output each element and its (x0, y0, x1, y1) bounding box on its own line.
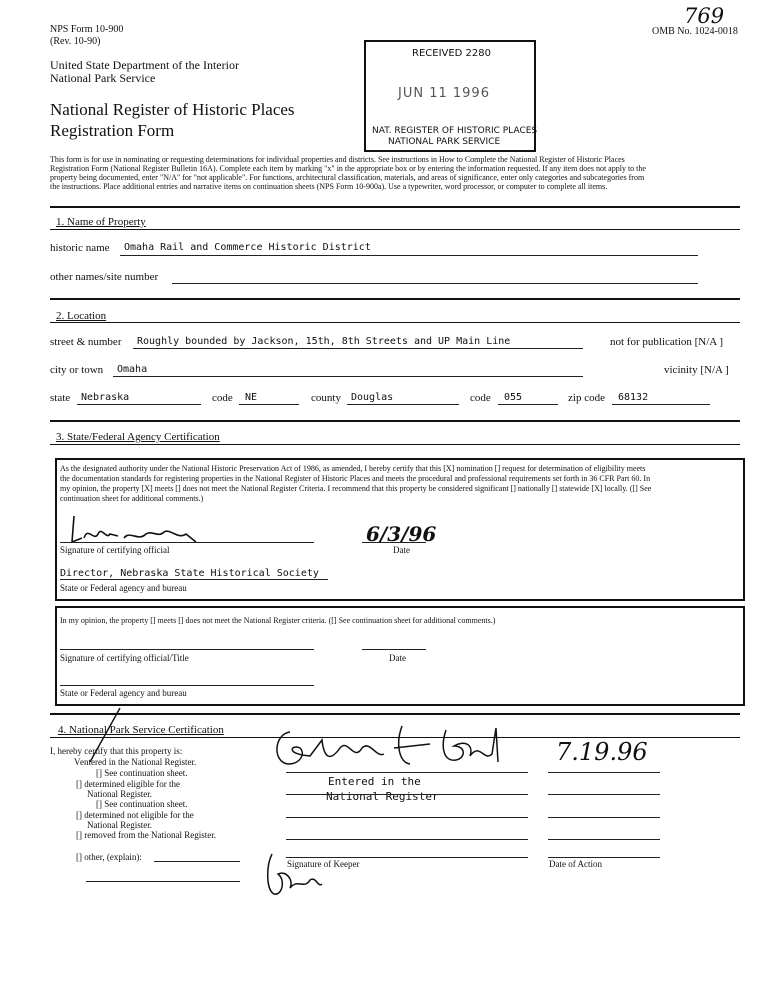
field-line (120, 255, 698, 256)
instructions-line2: Registration Form (National Register Bulletin 16A). Complete each item by marking "x" in the appropriate box or by entering the information requested. If any item does not apply to the (50, 164, 646, 173)
street-value[interactable]: Roughly bounded by Jackson, 15th, 8th Streets and UP Main Line (137, 336, 511, 347)
field-line (548, 839, 660, 840)
cert-line2: the documentation standards for registering properties in the National Register of Historic Places and meets the procedural and professional requirements set forth in 36 CFR Part 60. In (60, 474, 651, 483)
instructions-line4: the instructions. Place additional entries and narrative items on continuation sheets (NPS Form 10-900a). Use a typewriter, word processor, or computer to complete all items. (50, 182, 608, 191)
field-line (286, 772, 528, 773)
field-line (133, 348, 583, 349)
action-date: 7.19.96 (556, 738, 648, 766)
entered-stamp-line1: Entered in the (328, 775, 421, 788)
not-for-publication[interactable]: not for publication [N/A ] (610, 336, 724, 348)
divider (50, 229, 740, 230)
divider (50, 444, 740, 445)
stamp-date: JUN 11 1996 (398, 86, 490, 101)
form-number: NPS Form 10-900 (50, 24, 124, 35)
agency-label-2: State or Federal agency and bureau (60, 688, 187, 698)
signature-line (60, 542, 314, 543)
field-line (86, 881, 240, 882)
nps-intro: I, hereby certify that this property is: (50, 746, 183, 756)
signature-title-label: Signature of certifying official/Title (60, 653, 189, 663)
action-date-line (548, 857, 660, 858)
field-line (347, 404, 459, 405)
instructions-line1: This form is for use in nominating or requesting determinations for individual properties and districts. See instructions in How to Complete the National Register of Historic Places (50, 155, 625, 164)
vicinity[interactable]: vicinity [N/A ] (664, 364, 729, 376)
form-revision: (Rev. 10-90) (50, 36, 101, 47)
keeper-label: Signature of Keeper (287, 859, 360, 869)
county-label: county (311, 392, 341, 404)
zip-value[interactable]: 68132 (618, 392, 649, 403)
entered-stamp-line2: National Register (326, 790, 439, 803)
option-eligible[interactable]: [] determined eligible for the (76, 779, 180, 789)
official-title[interactable]: Director, Nebraska State Historical Society (60, 568, 319, 579)
department: United State Department of the Interior (50, 58, 239, 72)
state-value[interactable]: Nebraska (81, 392, 130, 403)
zip-label: zip code (568, 392, 605, 404)
field-line (286, 794, 528, 795)
county-code-label: code (470, 392, 491, 404)
service: National Park Service (50, 71, 156, 85)
omb-number: OMB No. 1024-0018 (652, 26, 738, 37)
field-line (286, 839, 528, 840)
date-label: Date (393, 545, 410, 555)
option-removed[interactable]: [] removed from the National Register. (76, 830, 216, 840)
option-other[interactable]: [] other, (explain): (76, 852, 142, 862)
initials-mark (264, 850, 324, 898)
date-line (362, 649, 426, 650)
cert-line4: continuation sheet for additional comments.) (60, 494, 204, 503)
city-label: city or town (50, 364, 104, 376)
option-not-eligible-cont: National Register. (87, 820, 152, 830)
historic-name-value[interactable]: Omaha Rail and Commerce Historic District (124, 242, 371, 253)
state-code-value[interactable]: NE (245, 392, 258, 403)
divider (50, 420, 740, 422)
keeper-signature (270, 718, 510, 778)
field-line (113, 376, 583, 377)
cert-line3: my opinion, the property [X] meets [] does not meet the National Register Criteria. I recommend that this property be considered significant [] nationally [] statewide [X] locally. ([] See (60, 484, 652, 493)
field-line (154, 861, 240, 862)
county-code-value[interactable]: 055 (504, 392, 523, 403)
form-title-line2: Registration Form (50, 121, 175, 140)
field-line (60, 685, 314, 686)
divider (50, 322, 740, 323)
state-code-label: code (212, 392, 233, 404)
other-names-label: other names/site number (50, 271, 159, 283)
option-entered: entered in the National Register. (80, 757, 197, 767)
instructions-line3: property being documented, enter "N/A" for "not applicable". For functions, architectural classification, materials, and areas of significance, enter only categories and subcategories from (50, 173, 645, 182)
cert-line1: As the designated authority under the National Historic Preservation Act of 1986, as amended, I hereby certify that this [X] nomination [] request for determination of eligibility meets (60, 464, 646, 473)
option-eligible-cont: National Register. (87, 789, 152, 799)
divider (50, 713, 740, 715)
option-entered-continuation[interactable]: [] See continuation sheet. (96, 768, 188, 778)
field-line (239, 404, 299, 405)
county-value[interactable]: Douglas (351, 392, 394, 403)
section4-heading: 4. National Park Service Certification (58, 724, 224, 736)
date-line (362, 542, 426, 543)
field-line (60, 579, 328, 580)
form-title-line1: National Register of Historic Places (50, 100, 295, 119)
signature-line (60, 649, 314, 650)
divider (50, 298, 740, 300)
stamp-line1: NAT. REGISTER OF HISTORIC PLACES (372, 126, 538, 136)
section2-heading: 2. Location (56, 310, 107, 322)
field-line (77, 404, 201, 405)
opinion-text: In my opinion, the property [] meets [] does not meet the National Register criteria. ([] See continuation sheet for additional comments.) (60, 616, 496, 625)
signature-label: Signature of certifying official (60, 545, 170, 555)
signature-date: 6/3/96 (366, 522, 437, 546)
historic-name-label: historic name (50, 242, 110, 254)
stamp-received: RECEIVED 2280 (412, 48, 492, 59)
section3-heading: 3. State/Federal Agency Certification (56, 431, 220, 443)
field-line (286, 817, 528, 818)
received-stamp (364, 40, 536, 152)
divider (50, 206, 740, 208)
date-label-2: Date (389, 653, 406, 663)
field-line (548, 772, 660, 773)
stamp-line2: NATIONAL PARK SERVICE (388, 137, 501, 147)
option-not-eligible[interactable]: [] determined not eligible for the (76, 810, 194, 820)
street-label: street & number (50, 336, 122, 348)
field-line (498, 404, 558, 405)
state-label: state (50, 392, 71, 404)
action-date-label: Date of Action (549, 859, 602, 869)
option-eligible-continuation[interactable]: [] See continuation sheet. (96, 799, 188, 809)
handwritten-number: 769 (684, 4, 725, 28)
section1-heading: 1. Name of Property (56, 216, 146, 228)
agency-label: State or Federal agency and bureau (60, 583, 187, 593)
field-line (172, 283, 698, 284)
option-entered-checkbox[interactable]: V (74, 757, 81, 767)
field-line (548, 817, 660, 818)
field-line (548, 794, 660, 795)
field-line (612, 404, 710, 405)
city-value[interactable]: Omaha (117, 364, 148, 375)
